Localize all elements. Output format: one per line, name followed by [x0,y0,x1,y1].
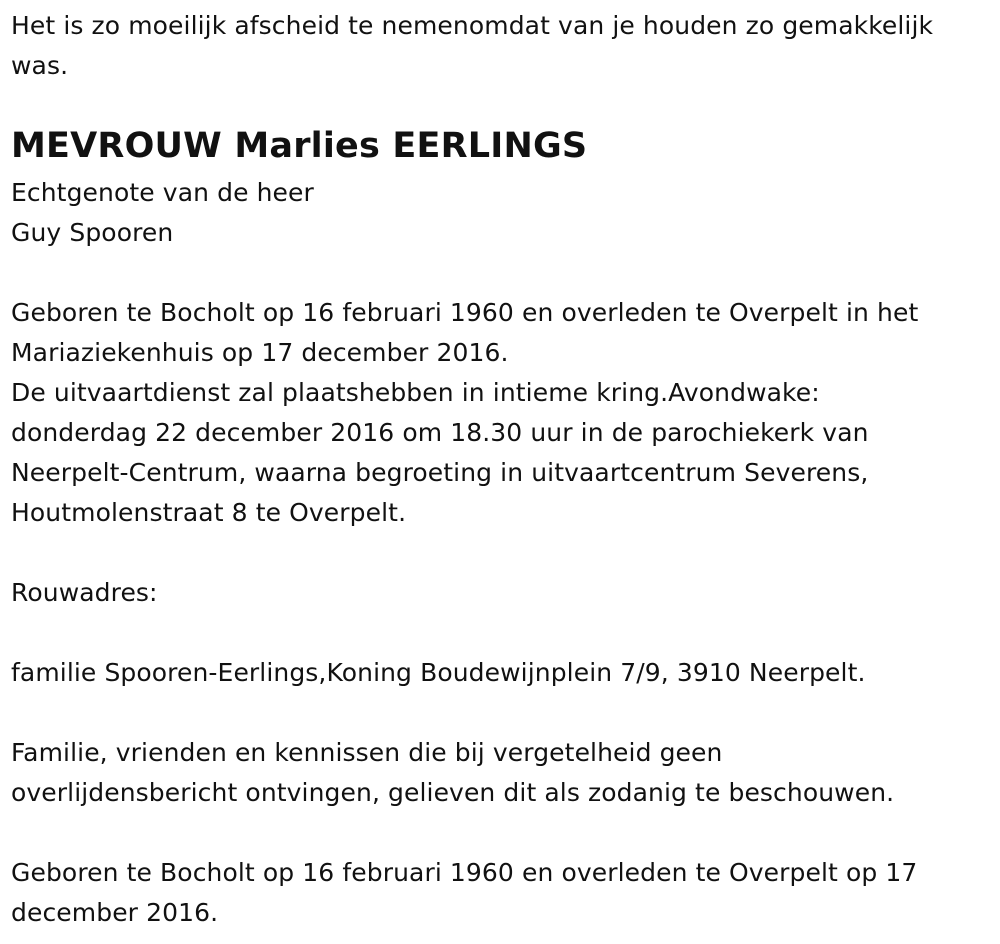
details-line: Mariaziekenhuis op 17 december 2016. [11,338,509,367]
details-line: donderdag 22 december 2016 om 18.30 uur in de parochiekerk van [11,418,869,447]
family-note-line-2: overlijdensbericht ontvingen, gelieven dit als zodanig te beschouwen. [11,778,895,807]
spouse-block [11,173,314,253]
details-line: De uitvaartdienst zal plaatshebben in intieme kring.Avondwake: [11,378,820,407]
family-note-line-1: Familie, vrienden en kennissen die bij vergetelheid geen [11,738,723,767]
deceased-name: MEVROUW Marlies EERLINGS [11,126,588,166]
quote-line-1: Het is zo moeilijk afscheid te nemenomdat van je houden zo gemakkelijk [11,11,934,40]
mourning-address-label: Rouwadres: [11,578,158,607]
mourning-address: familie Spooren-Eerlings,Koning Boudewijnplein 7/9, 3910 Neerpelt. [11,658,866,687]
details-line: Houtmolenstraat 8 te Overpelt. [11,498,407,527]
mourning-address-label-block [11,573,158,613]
details-line: Neerpelt-Centrum, waarna begroeting in uitvaartcentrum Severens, [11,458,869,487]
mourning-address-block [11,653,866,693]
closing-line-1: Geboren te Bocholt op 16 februari 1960 en overleden te Overpelt op 17 [11,858,918,887]
relation-line-1: Echtgenote van de heer [11,178,314,207]
relation-line-2: Guy Spooren [11,218,174,247]
quote-line-2: was. [11,51,69,80]
details-block [11,293,918,533]
details-line: Geboren te Bocholt op 16 februari 1960 en overleden te Overpelt in het [11,298,919,327]
family-note-block [11,733,894,813]
closing-block [11,853,917,933]
closing-line-2: december 2016. [11,898,219,927]
opening-quote [11,6,991,86]
